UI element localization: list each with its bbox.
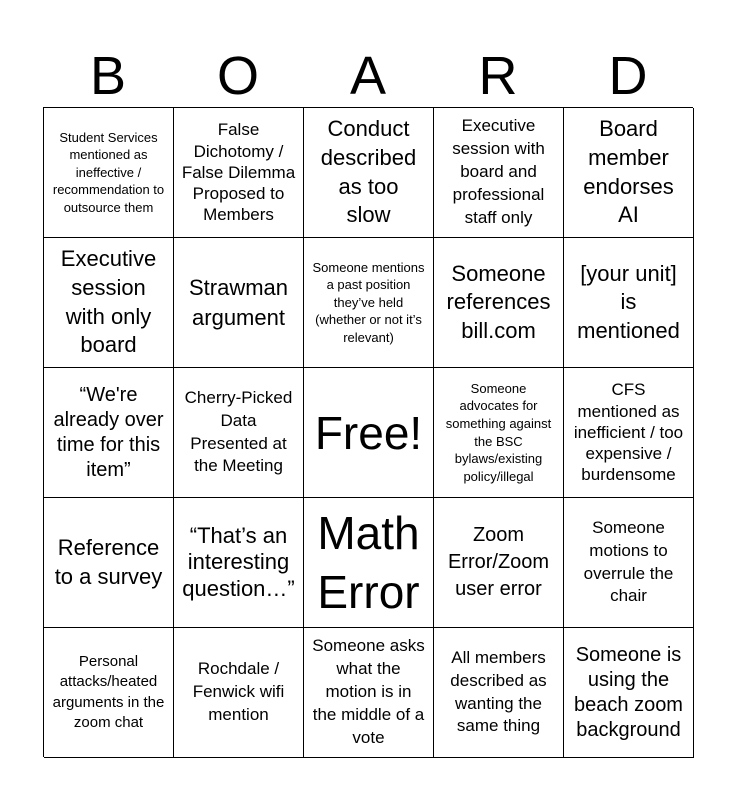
header-letter-d: D xyxy=(608,46,648,106)
bingo-cell-text: All members described as wanting the same thing xyxy=(450,647,547,736)
bingo-cell-r4c1[interactable] xyxy=(44,498,174,628)
bingo-cell-r5c1[interactable] xyxy=(44,628,174,758)
bingo-board xyxy=(43,107,693,757)
bingo-cell-text: Reference to a survey xyxy=(54,534,163,589)
bingo-cell-r1c2[interactable] xyxy=(174,108,304,238)
bingo-cell-text: Student Services mentioned as ineffective / recommendation to outsource them xyxy=(52,129,165,215)
bingo-cell-free[interactable] xyxy=(304,368,434,498)
bingo-cell-text: “That’s an interesting question…” xyxy=(182,522,295,601)
bingo-cell-r2c1[interactable] xyxy=(44,238,174,368)
bingo-header xyxy=(43,44,693,108)
bingo-cell-text: Someone is using the beach zoom background xyxy=(574,643,683,741)
bingo-cell-r3c2[interactable] xyxy=(174,368,304,498)
bingo-cell-r2c4[interactable] xyxy=(434,238,564,368)
bingo-cell-r1c4[interactable] xyxy=(434,108,564,238)
bingo-cell-r3c4[interactable] xyxy=(434,368,564,498)
bingo-cell-r2c2[interactable] xyxy=(174,238,304,368)
bingo-cell-r5c3[interactable] xyxy=(304,628,434,758)
bingo-cell-text: Cherry-Picked Data Presented at the Meeting xyxy=(184,387,293,476)
bingo-cell-r1c1[interactable] xyxy=(44,108,174,238)
bingo-cell-r1c5[interactable] xyxy=(564,108,694,238)
bingo-cell-text: Someone mentions a past position they’ve held (whether or not it’s relevant) xyxy=(312,259,425,345)
bingo-cell-text: Math Error xyxy=(317,506,420,618)
bingo-cell-text: Someone advocates for something against the BSC bylaws/existing policy/illegal xyxy=(445,380,552,484)
bingo-cell-text: Someone motions to overrule the chair xyxy=(583,517,674,606)
bingo-cell-r4c5[interactable] xyxy=(564,498,694,628)
bingo-cell-r5c2[interactable] xyxy=(174,628,304,758)
bingo-cell-text: Zoom Error/Zoom user error xyxy=(447,524,550,600)
bingo-cell-text: Conduct described as too slow xyxy=(320,116,417,228)
bingo-cell-r2c3[interactable] xyxy=(304,238,434,368)
bingo-cell-text: Someone references bill.com xyxy=(446,260,551,343)
bingo-cell-r5c5[interactable] xyxy=(564,628,694,758)
bingo-cell-r5c4[interactable] xyxy=(434,628,564,758)
bingo-cell-r2c5[interactable] xyxy=(564,238,694,368)
bingo-cell-text: Someone asks what the motion is in the middle of a vote xyxy=(312,636,425,747)
bingo-cell-text: Strawman argument xyxy=(188,274,289,330)
bingo-cell-text: Board member endorses AI xyxy=(583,116,674,228)
bingo-cell-text: Executive session with only board xyxy=(60,246,157,358)
bingo-cell-r3c5[interactable] xyxy=(564,368,694,498)
bingo-cell-r4c2[interactable] xyxy=(174,498,304,628)
bingo-cell-r4c4[interactable] xyxy=(434,498,564,628)
bingo-cell-text: “We're already over time for this item” xyxy=(53,383,164,481)
bingo-cell-text: False Dichotomy / False Dilemma Proposed to Members xyxy=(181,120,296,225)
header-letter-o: O xyxy=(216,46,259,106)
bingo-cell-text: CFS mentioned as inefficient / too expensive / burdensome xyxy=(573,380,684,485)
header-letter-b: B xyxy=(89,46,127,106)
bingo-cell-text: Personal attacks/heated arguments in the zoom chat xyxy=(52,653,165,731)
header-letter-a: A xyxy=(349,46,387,106)
bingo-cell-text: Free! xyxy=(314,406,423,459)
bingo-cell-r4c3[interactable] xyxy=(304,498,434,628)
bingo-cell-text: Executive session with board and professional staff only xyxy=(452,116,545,227)
header-letter-r: R xyxy=(478,46,518,106)
bingo-cell-r1c3[interactable] xyxy=(304,108,434,238)
bingo-cell-text: [your unit] is mentioned xyxy=(577,260,680,343)
bingo-cell-text: Rochdale / Fenwick wifi mention xyxy=(192,659,285,724)
bingo-cell-r3c1[interactable] xyxy=(44,368,174,498)
